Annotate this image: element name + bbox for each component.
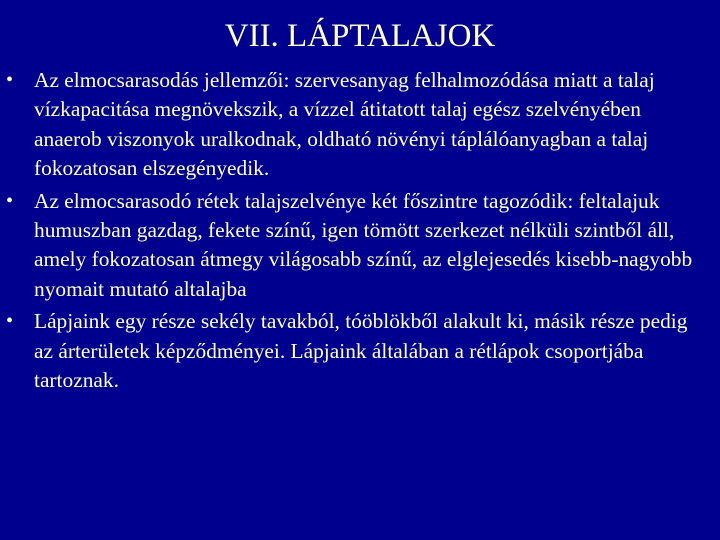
bullet-item <box>0 66 720 184</box>
bullet-list <box>0 66 720 398</box>
bullet-icon: • <box>6 310 14 333</box>
slide-title: VII. LÁPTALAJOK <box>224 18 496 54</box>
bullet-text: Lápjaink egy része sekély tavakból, tóöblökből alakult ki, másik része pedig az árterületek képződményei. Lápjaink általában a rétlápok csoportjába tartoznak. <box>34 309 688 393</box>
bullet-icon: • <box>6 69 14 91</box>
bullet-item <box>0 187 720 305</box>
bullet-text: Az elmocsarasodás jellemzői: szervesanyag felhalmozódása miatt a talaj vízkapacitása megnövekszik, a vízzel átitatott talaj egész szelvényében anaerob viszonyok uralkodnak, oldható növényi táplálóanyagban a talaj fokozatosan elszegényedik. <box>34 68 655 181</box>
bullet-icon: • <box>6 189 14 212</box>
bullet-item <box>0 307 720 395</box>
bullet-text: Az elmocsarasodó rétek talajszelvénye két főszintre tagozódik: feltalajuk humuszban gazdag, fekete színű, igen tömött szerkezet nélküli szintből áll, amely fokozatosan átmegy világosabb színű, az elglejesedés kisebb-nagyobb nyomait mutató altalajba <box>34 188 693 301</box>
